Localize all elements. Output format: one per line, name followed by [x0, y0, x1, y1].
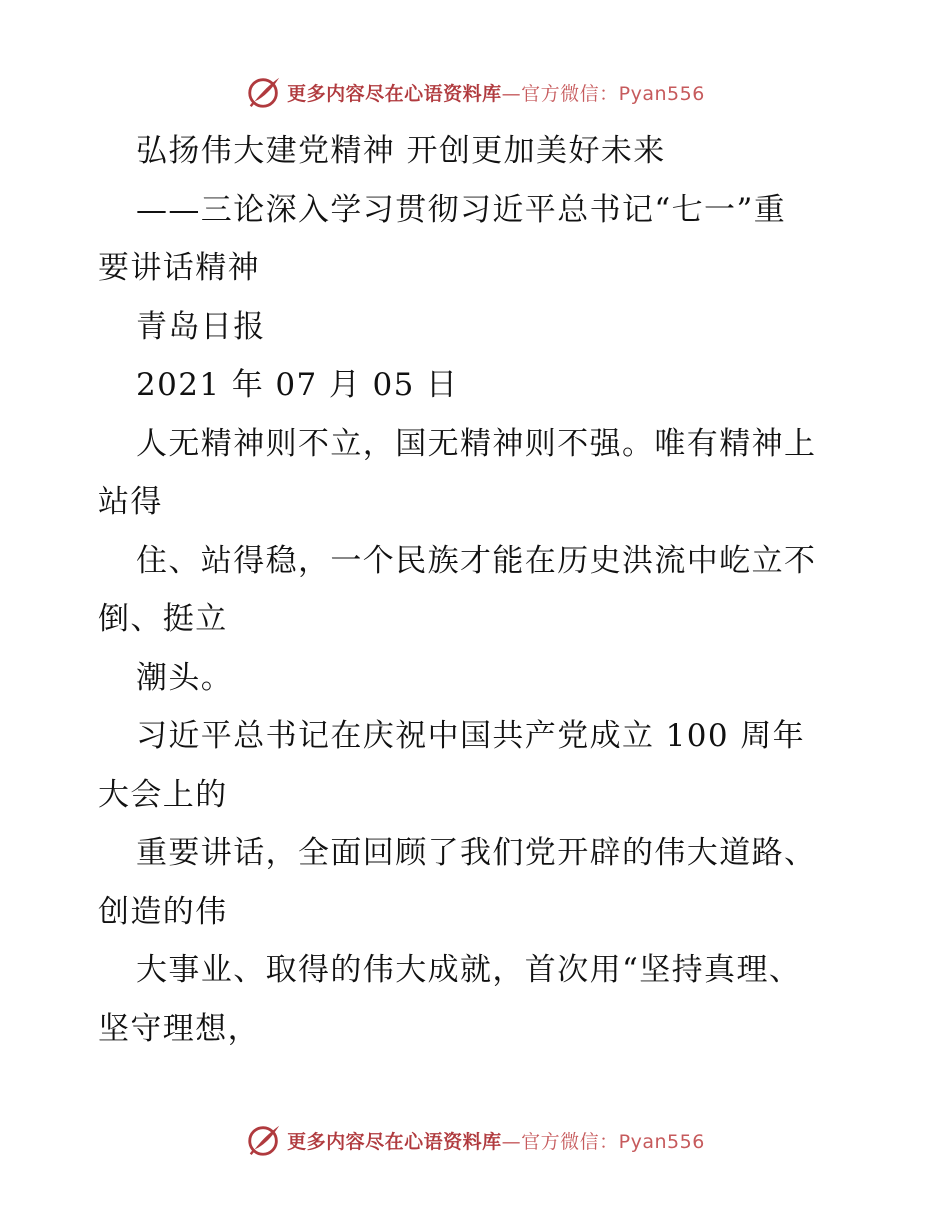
document-source: 青岛日报: [136, 308, 266, 345]
header-banner: [0, 72, 950, 112]
paragraph-line: 人无精神则不立，国无精神则不强。唯有精神上: [136, 425, 817, 462]
feather-logo-icon: [245, 73, 283, 111]
document-date: 2021 年 07 月 05 日: [136, 367, 459, 403]
paragraph-line: 坚守理想，: [98, 1010, 260, 1047]
document-title: 弘扬伟大建党精神 开创更加美好未来: [136, 133, 666, 169]
paragraph-line: 创造的伟: [98, 893, 228, 930]
paragraph-line: 习近平总书记在庆祝中国共产党成立 100 周年: [136, 718, 806, 754]
paragraph-line: 倒、挺立: [98, 601, 228, 637]
paragraph-line: 大事业、取得的伟大成就，首次用“坚持真理、: [136, 952, 802, 988]
feather-logo-icon: [245, 1121, 283, 1159]
header-banner-text: 更多内容尽在心语资料库—官方微信：Pyan556: [287, 82, 705, 105]
document-subtitle: ——三论深入学习贯彻习近平总书记“七一”重: [136, 191, 787, 228]
footer-banner: [0, 1120, 950, 1160]
paragraph-line: 重要讲话，全面回顾了我们党开辟的伟大道路、: [136, 835, 817, 871]
document-subtitle-cont: 要讲话精神: [98, 250, 260, 286]
footer-banner-text: 更多内容尽在心语资料库—官方微信：Pyan556: [287, 1130, 705, 1153]
paragraph-line: 住、站得稳，一个民族才能在历史洪流中屹立不: [136, 542, 817, 579]
document-body: [98, 122, 858, 1058]
paragraph-line: 大会上的: [98, 776, 228, 813]
paragraph-line: 潮头。: [136, 659, 234, 696]
paragraph-line: 站得: [98, 484, 163, 520]
